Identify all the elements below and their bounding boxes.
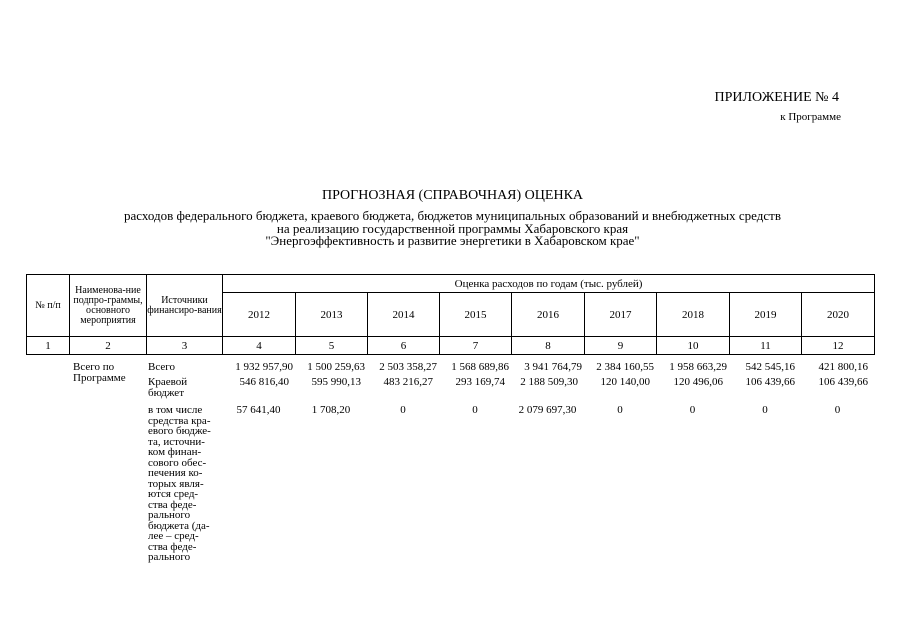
table-cell: 120 140,00 [600, 376, 650, 388]
table-cell: 1 958 663,29 [669, 361, 727, 373]
funding-source: Краевой бюджет [148, 376, 188, 399]
table-cell: 120 496,06 [673, 376, 723, 388]
appendix-caption [589, 90, 839, 124]
header-year-group: Оценка расходов по годам (тыс. рублей) [223, 275, 875, 293]
title-line-1: расходов федерального бюджета, краевого бюджета, бюджетов муниципальных образований и внебюджетных средств [124, 208, 781, 223]
table-cell: 0 [617, 404, 623, 416]
data-table [26, 362, 874, 563]
header-funding-source: Источники финансиро-вания [147, 275, 223, 337]
table-cell: 0 [689, 404, 696, 416]
header-year: 2017 [585, 293, 657, 337]
column-number: 9 [585, 337, 657, 355]
table-row [26, 377, 874, 405]
table-cell: 2 188 509,30 [520, 376, 578, 388]
column-number: 7 [440, 337, 512, 355]
table-cell: 106 439,66 [818, 376, 868, 388]
column-number: 6 [368, 337, 440, 355]
table-cell: 293 169,74 [455, 376, 505, 388]
column-number: 5 [296, 337, 368, 355]
column-number: 12 [802, 337, 875, 355]
title-heading: ПРОГНОЗНАЯ (СПРАВОЧНАЯ) ОЦЕНКА [321, 188, 584, 203]
header-table [26, 274, 875, 355]
table-cell: 0 [400, 404, 406, 416]
table-cell: 2 503 358,27 [379, 361, 437, 373]
header-program-name: Наименова-ние подпро-граммы, основного мероприятия [70, 275, 147, 337]
program-name: Всего по Программе [73, 361, 126, 384]
appendix-subtitle: к Программе [780, 111, 841, 123]
table-cell: 1 932 957,90 [235, 361, 293, 373]
header-year: 2012 [223, 293, 296, 337]
table-cell: 2 384 160,55 [596, 361, 654, 373]
document-title [40, 188, 865, 248]
table-cell: 57 641,40 [236, 404, 281, 416]
header-year: 2018 [657, 293, 730, 337]
table-cell: 2 079 697,30 [518, 404, 577, 416]
funding-source: Всего [148, 361, 175, 373]
column-number: 2 [70, 337, 147, 355]
column-number: 11 [730, 337, 802, 355]
table-cell: 483 216,27 [383, 376, 433, 388]
header-year: 2016 [512, 293, 585, 337]
table-row [26, 405, 874, 563]
header-year: 2013 [296, 293, 368, 337]
column-number: 8 [512, 337, 585, 355]
column-number: 10 [657, 337, 730, 355]
appendix-number: ПРИЛОЖЕНИЕ № 4 [714, 90, 839, 105]
header-year: 2015 [440, 293, 512, 337]
table-cell: 1 568 689,86 [451, 361, 509, 373]
table-cell: 542 545,16 [745, 361, 795, 373]
table-cell: 0 [472, 404, 478, 416]
title-line-3: "Энергоэффективность и развитие энергетики в Хабаровском крае" [265, 233, 640, 248]
column-number: 3 [147, 337, 223, 355]
header-year: 2019 [730, 293, 802, 337]
table-cell: 0 [762, 404, 768, 416]
table-cell: 1 708,20 [311, 404, 351, 416]
column-number: 1 [27, 337, 70, 355]
table-cell: 3 941 764,79 [524, 361, 582, 373]
header-number: № п/п [27, 275, 70, 337]
title-line-2: на реализацию государственной программы Хабаровского края [276, 220, 629, 236]
column-number: 4 [223, 337, 296, 355]
funding-source: в том числе средства кра-евого бюдже-та, источни-ком финан-сового обес-печения ко-торых явля-ются сред-ства феде-рального бюджета (да-лее – сред-ства феде-рального [148, 404, 211, 563]
table-cell: 1 500 259,63 [307, 361, 365, 373]
table-cell: 0 [834, 404, 841, 416]
table-row [26, 362, 874, 377]
header-year: 2020 [802, 293, 875, 337]
table-cell: 106 439,66 [745, 376, 795, 388]
header-year: 2014 [368, 293, 440, 337]
table-cell: 546 816,40 [239, 376, 289, 388]
table-cell: 421 800,16 [818, 361, 868, 373]
table-cell: 595 990,13 [311, 376, 361, 388]
